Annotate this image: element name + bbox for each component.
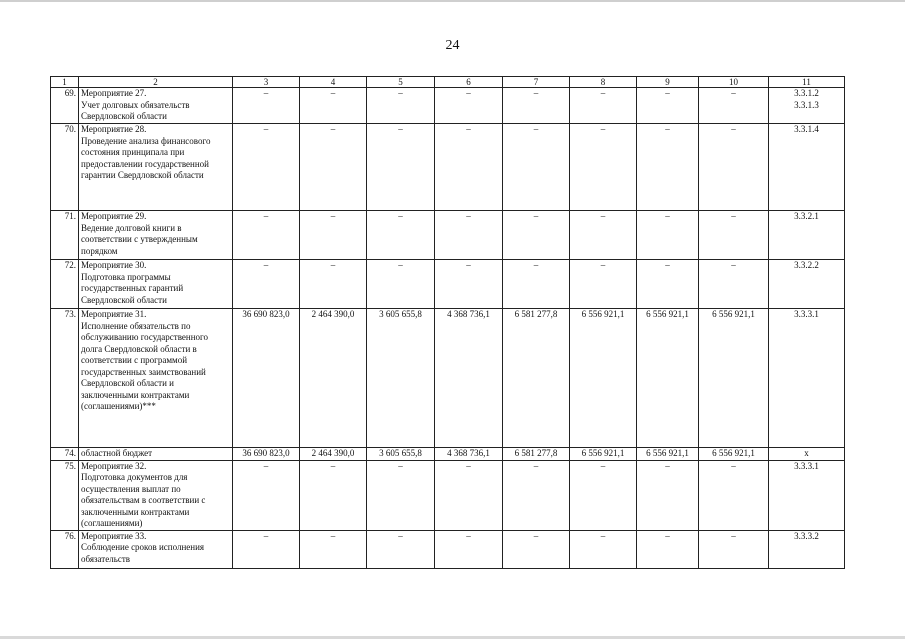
table-row	[51, 124, 845, 211]
value-cell: 6 556 921,1	[570, 309, 637, 448]
value-cell: 3 605 655,8	[367, 448, 435, 461]
value-cell: –	[570, 211, 637, 260]
target-code-cell: 3.3.2.2	[769, 260, 845, 309]
value-cell: –	[367, 211, 435, 260]
activity-name-cell: Мероприятие 27. Учет долговых обязательств Свердловской области	[79, 88, 233, 124]
row-number-cell: 73.	[51, 309, 79, 448]
value-cell: –	[637, 124, 699, 211]
value-cell: –	[637, 88, 699, 124]
value-cell: 2 464 390,0	[300, 448, 367, 461]
column-number-cell: 10	[699, 77, 769, 88]
column-number-cell: 7	[503, 77, 570, 88]
target-code-cell: 3.3.1.2 3.3.1.3	[769, 88, 845, 124]
value-cell: –	[435, 211, 503, 260]
value-cell: –	[570, 124, 637, 211]
column-number-cell: 6	[435, 77, 503, 88]
value-cell: –	[435, 530, 503, 568]
activity-name-cell: Мероприятие 33. Соблюдение сроков исполнения обязательств	[79, 530, 233, 568]
scan-edge-top	[0, 0, 905, 2]
value-cell: –	[503, 530, 570, 568]
value-cell: –	[637, 211, 699, 260]
value-cell: –	[637, 460, 699, 530]
value-cell: 6 581 277,8	[503, 448, 570, 461]
value-cell: 36 690 823,0	[233, 309, 300, 448]
activity-name-cell: Мероприятие 30. Подготовка программы государственных гарантий Свердловской области	[79, 260, 233, 309]
value-cell: –	[300, 260, 367, 309]
target-code-cell: 3.3.3.2	[769, 530, 845, 568]
row-number-cell: 70.	[51, 124, 79, 211]
value-cell: 4 368 736,1	[435, 448, 503, 461]
table-row	[51, 88, 845, 124]
column-number-cell: 11	[769, 77, 845, 88]
row-number-cell: 74.	[51, 448, 79, 461]
value-cell: 36 690 823,0	[233, 448, 300, 461]
activity-name-cell: Мероприятие 32. Подготовка документов для осуществления выплат по обязательствам в соответствии с заключенными контрактами (соглашениями)	[79, 460, 233, 530]
column-number-row	[51, 77, 845, 88]
column-number-cell: 3	[233, 77, 300, 88]
column-number-cell: 1	[51, 77, 79, 88]
value-cell: –	[570, 88, 637, 124]
activity-name-cell: Мероприятие 29. Ведение долговой книги в соответствии с утвержденным порядком	[79, 211, 233, 260]
value-cell: 6 556 921,1	[570, 448, 637, 461]
page-number: 24	[445, 38, 460, 53]
table-row	[51, 211, 845, 260]
table-row	[51, 260, 845, 309]
value-cell: –	[503, 124, 570, 211]
table-row	[51, 309, 845, 448]
value-cell: –	[435, 460, 503, 530]
row-number-cell: 71.	[51, 211, 79, 260]
column-number-cell: 8	[570, 77, 637, 88]
value-cell: –	[699, 530, 769, 568]
value-cell: –	[503, 460, 570, 530]
value-cell: –	[233, 460, 300, 530]
column-number-cell: 9	[637, 77, 699, 88]
activity-name-cell: областной бюджет	[79, 448, 233, 461]
value-cell: 3 605 655,8	[367, 309, 435, 448]
target-code-cell: 3.3.3.1	[769, 309, 845, 448]
value-cell: 4 368 736,1	[435, 309, 503, 448]
row-number-cell: 72.	[51, 260, 79, 309]
value-cell: –	[367, 260, 435, 309]
target-code-cell: x	[769, 448, 845, 461]
table-body	[51, 77, 845, 569]
value-cell: –	[570, 260, 637, 309]
value-cell: –	[435, 124, 503, 211]
value-cell: –	[233, 260, 300, 309]
value-cell: –	[233, 211, 300, 260]
value-cell: –	[699, 211, 769, 260]
value-cell: –	[699, 460, 769, 530]
value-cell: –	[503, 211, 570, 260]
value-cell: –	[233, 124, 300, 211]
row-number-cell: 75.	[51, 460, 79, 530]
value-cell: –	[233, 88, 300, 124]
value-cell: –	[699, 260, 769, 309]
row-number-cell: 69.	[51, 88, 79, 124]
row-number-cell: 76.	[51, 530, 79, 568]
value-cell: –	[367, 460, 435, 530]
value-cell: –	[637, 530, 699, 568]
table-row	[51, 460, 845, 530]
value-cell: 6 556 921,1	[699, 309, 769, 448]
program-activities-table	[50, 76, 845, 569]
column-number-cell: 2	[79, 77, 233, 88]
value-cell: 6 581 277,8	[503, 309, 570, 448]
activity-name-cell: Мероприятие 28. Проведение анализа финансового состояния принципала при предоставлении государственной гарантии Свердловской области	[79, 124, 233, 211]
target-code-cell: 3.3.1.4	[769, 124, 845, 211]
value-cell: –	[233, 530, 300, 568]
value-cell: –	[503, 260, 570, 309]
value-cell: –	[570, 530, 637, 568]
value-cell: –	[570, 460, 637, 530]
value-cell: –	[637, 260, 699, 309]
value-cell: –	[699, 88, 769, 124]
value-cell: –	[367, 530, 435, 568]
value-cell: –	[503, 88, 570, 124]
target-code-cell: 3.3.2.1	[769, 211, 845, 260]
value-cell: 2 464 390,0	[300, 309, 367, 448]
value-cell: –	[699, 124, 769, 211]
value-cell: –	[367, 124, 435, 211]
value-cell: –	[435, 260, 503, 309]
value-cell: –	[367, 88, 435, 124]
column-number-cell: 5	[367, 77, 435, 88]
value-cell: –	[300, 530, 367, 568]
value-cell: 6 556 921,1	[637, 309, 699, 448]
value-cell: –	[435, 88, 503, 124]
target-code-cell: 3.3.3.1	[769, 460, 845, 530]
value-cell: –	[300, 124, 367, 211]
value-cell: –	[300, 460, 367, 530]
column-number-cell: 4	[300, 77, 367, 88]
value-cell: 6 556 921,1	[637, 448, 699, 461]
value-cell: –	[300, 211, 367, 260]
value-cell: 6 556 921,1	[699, 448, 769, 461]
activity-name-cell: Мероприятие 31. Исполнение обязательств по обслуживанию государственного долга Свердловской области в соответствии с программой государственных заимствований Свердловской области и заключенными контрактами (соглашениями)***	[79, 309, 233, 448]
scan-edge-bottom	[0, 636, 905, 639]
value-cell: –	[300, 88, 367, 124]
table-row	[51, 530, 845, 568]
table-row	[51, 448, 845, 461]
